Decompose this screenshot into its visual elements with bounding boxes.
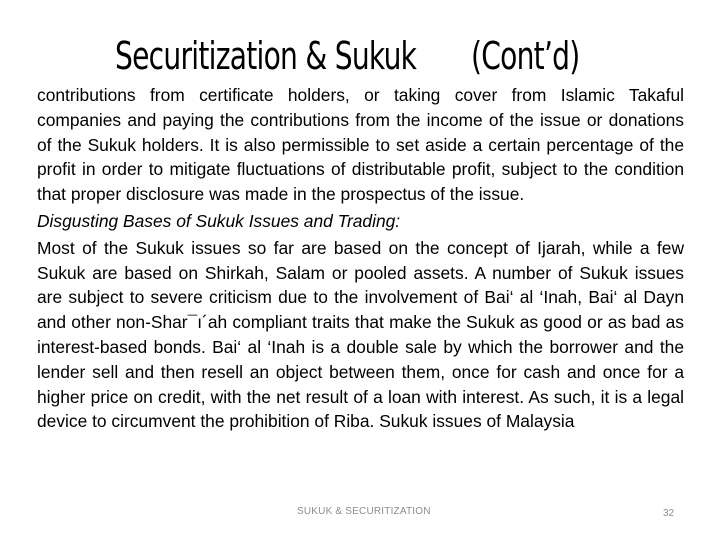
body-paragraph-2: Most of the Sukuk issues so far are based on the concept of Ijarah, while a few Sukuk are based on Shirkah, Salam or pooled assets. A number of Sukuk issues are subject to severe criticism due to the involvement of Bai‘ al ‘Inah, Bai‘ al Dayn and other non-Shar¯ı´ah compliant traits that make the Sukuk as good or as bad as interest-based bonds. Bai‘ al ‘Inah is a double sale by which the borrower and the lender sell and then resell an object between them, once for cash and once for a higher price on credit, with the net result of a loan with interest. As such, it is a legal device to circumvent the prohibition of Riba. Sukuk issues of Malaysia xyxy=(37,237,684,432)
body-paragraph-1: contributions from certificate holders, or taking cover from Islamic Takaful companies and paying the contributions from the income of the issue or donations of the Sukuk holders. It is also permissible to set aside a certain percentage of the profit in order to mitigate fluctuations of distributable profit, subject to the condition that proper disclosure was made in the prospectus of the issue. xyxy=(37,85,684,205)
slide-title-main: Securitization & Sukuk xyxy=(115,34,417,78)
slide-title-continued: (Cont’d) xyxy=(471,34,580,78)
section-heading: Disgusting Bases of Sukuk Issues and Trading: xyxy=(37,210,401,231)
slide-body xyxy=(37,83,684,434)
page-number: 32 xyxy=(663,508,675,519)
slide-title xyxy=(0,28,720,84)
footer-label: SUKUK & SECURITIZATION xyxy=(297,506,431,517)
